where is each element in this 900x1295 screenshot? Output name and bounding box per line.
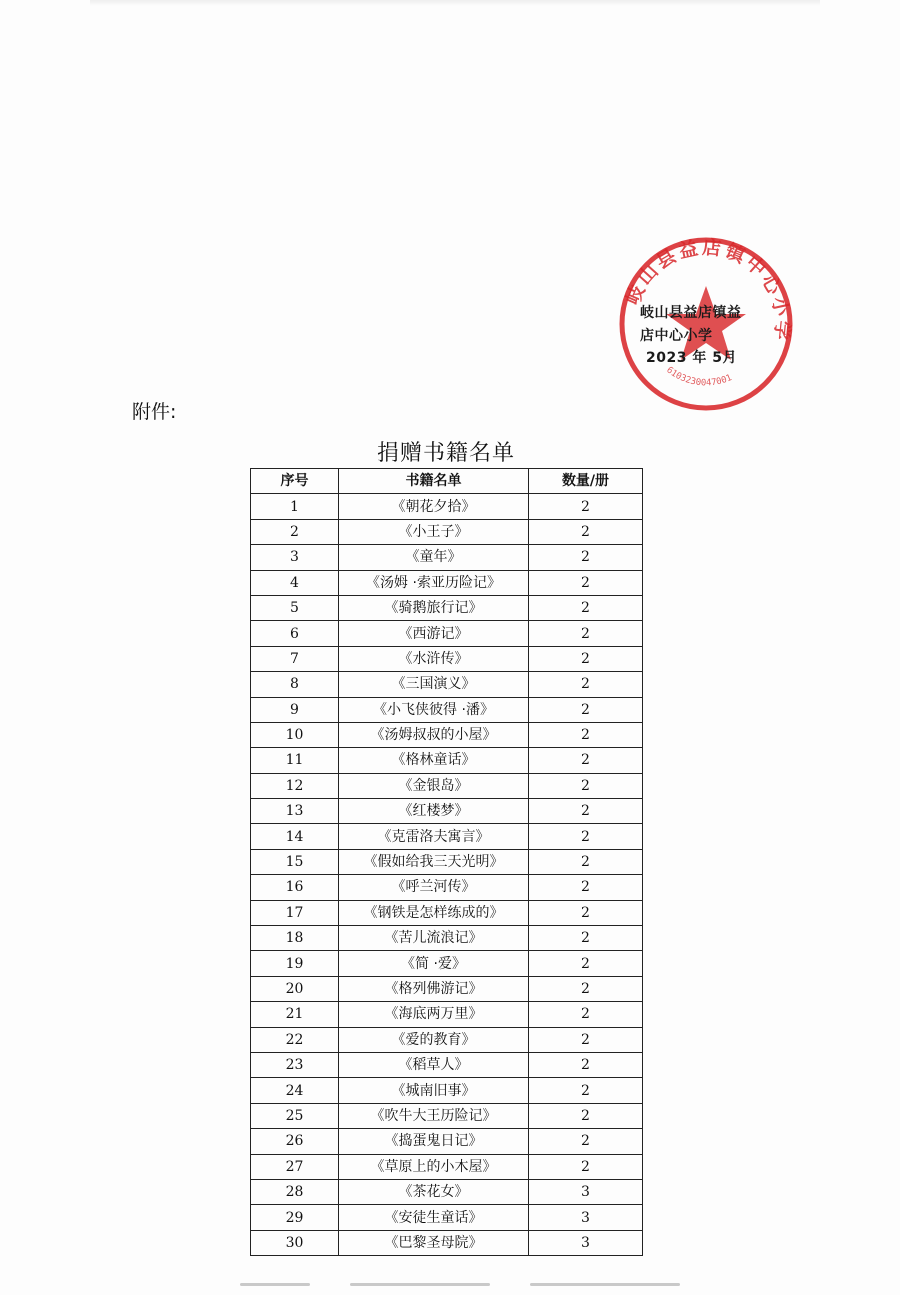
table-row bbox=[251, 494, 643, 519]
table-row bbox=[251, 1002, 643, 1027]
cell-quantity: 2 bbox=[529, 1129, 643, 1154]
cell-book-title: 《小王子》 bbox=[339, 519, 529, 544]
table-row bbox=[251, 545, 643, 570]
cell-serial-number: 4 bbox=[251, 570, 339, 595]
cell-quantity: 2 bbox=[529, 875, 643, 900]
cell-book-title: 《朝花夕拾》 bbox=[339, 494, 529, 519]
cell-quantity: 2 bbox=[529, 697, 643, 722]
cell-book-title: 《西游记》 bbox=[339, 621, 529, 646]
table-header-row bbox=[251, 469, 643, 494]
cell-book-title: 《红楼梦》 bbox=[339, 799, 529, 824]
cell-serial-number: 5 bbox=[251, 595, 339, 620]
scan-bottom-marks bbox=[240, 1283, 680, 1287]
cell-serial-number: 22 bbox=[251, 1027, 339, 1052]
table-row bbox=[251, 1154, 643, 1179]
table-row bbox=[251, 951, 643, 976]
cell-serial-number: 2 bbox=[251, 519, 339, 544]
cell-serial-number: 16 bbox=[251, 875, 339, 900]
cell-serial-number: 8 bbox=[251, 672, 339, 697]
cell-book-title: 《捣蛋鬼日记》 bbox=[339, 1129, 529, 1154]
cell-quantity: 2 bbox=[529, 672, 643, 697]
cell-book-title: 《克雷洛夫寓言》 bbox=[339, 824, 529, 849]
table-row bbox=[251, 926, 643, 951]
cell-quantity: 2 bbox=[529, 1154, 643, 1179]
cell-serial-number: 23 bbox=[251, 1052, 339, 1077]
cell-serial-number: 13 bbox=[251, 799, 339, 824]
cell-quantity: 3 bbox=[529, 1179, 643, 1204]
cell-serial-number: 21 bbox=[251, 1002, 339, 1027]
cell-serial-number: 30 bbox=[251, 1230, 339, 1255]
table-row bbox=[251, 1129, 643, 1154]
table-row bbox=[251, 748, 643, 773]
cell-serial-number: 25 bbox=[251, 1103, 339, 1128]
table-row bbox=[251, 1205, 643, 1230]
table-row bbox=[251, 875, 643, 900]
cell-book-title: 《苦儿流浪记》 bbox=[339, 926, 529, 951]
cell-book-title: 《爱的教育》 bbox=[339, 1027, 529, 1052]
cell-serial-number: 18 bbox=[251, 926, 339, 951]
attachment-label: 附件: bbox=[132, 401, 177, 423]
header-book-title: 书籍名单 bbox=[339, 469, 529, 494]
cell-quantity: 2 bbox=[529, 570, 643, 595]
cell-serial-number: 11 bbox=[251, 748, 339, 773]
sign-school-line1: 岐山县益店镇益 bbox=[640, 305, 742, 321]
cell-quantity: 2 bbox=[529, 519, 643, 544]
official-seal bbox=[616, 234, 796, 414]
cell-serial-number: 12 bbox=[251, 773, 339, 798]
cell-quantity: 3 bbox=[529, 1205, 643, 1230]
cell-quantity: 2 bbox=[529, 545, 643, 570]
cell-book-title: 《格列佛游记》 bbox=[339, 976, 529, 1001]
svg-text:6103230047001: 6103230047001 bbox=[664, 365, 734, 389]
table-row bbox=[251, 1078, 643, 1103]
cell-serial-number: 15 bbox=[251, 849, 339, 874]
table-row bbox=[251, 1230, 643, 1255]
table-row bbox=[251, 799, 643, 824]
cell-quantity: 2 bbox=[529, 1002, 643, 1027]
cell-serial-number: 1 bbox=[251, 494, 339, 519]
cell-serial-number: 19 bbox=[251, 951, 339, 976]
cell-quantity: 2 bbox=[529, 900, 643, 925]
cell-serial-number: 3 bbox=[251, 545, 339, 570]
cell-serial-number: 28 bbox=[251, 1179, 339, 1204]
cell-book-title: 《简 ·爱》 bbox=[339, 951, 529, 976]
cell-quantity: 2 bbox=[529, 722, 643, 747]
cell-quantity: 2 bbox=[529, 621, 643, 646]
table-row bbox=[251, 621, 643, 646]
cell-book-title: 《呼兰河传》 bbox=[339, 875, 529, 900]
cell-book-title: 《草原上的小木屋》 bbox=[339, 1154, 529, 1179]
table-row bbox=[251, 697, 643, 722]
table-row bbox=[251, 570, 643, 595]
cell-book-title: 《金银岛》 bbox=[339, 773, 529, 798]
cell-quantity: 2 bbox=[529, 951, 643, 976]
cell-serial-number: 17 bbox=[251, 900, 339, 925]
cell-quantity: 2 bbox=[529, 976, 643, 1001]
cell-serial-number: 6 bbox=[251, 621, 339, 646]
cell-quantity: 2 bbox=[529, 646, 643, 671]
cell-quantity: 2 bbox=[529, 494, 643, 519]
cell-book-title: 《假如给我三天光明》 bbox=[339, 849, 529, 874]
cell-book-title: 《钢铁是怎样练成的》 bbox=[339, 900, 529, 925]
cell-serial-number: 20 bbox=[251, 976, 339, 1001]
cell-serial-number: 10 bbox=[251, 722, 339, 747]
cell-quantity: 2 bbox=[529, 1078, 643, 1103]
cell-quantity: 2 bbox=[529, 824, 643, 849]
cell-quantity: 3 bbox=[529, 1230, 643, 1255]
table-row bbox=[251, 722, 643, 747]
cell-book-title: 《小飞侠彼得 ·潘》 bbox=[339, 697, 529, 722]
table-row bbox=[251, 824, 643, 849]
cell-book-title: 《城南旧事》 bbox=[339, 1078, 529, 1103]
cell-book-title: 《三国演义》 bbox=[339, 672, 529, 697]
cell-book-title: 《童年》 bbox=[339, 545, 529, 570]
cell-serial-number: 9 bbox=[251, 697, 339, 722]
table-body bbox=[251, 494, 643, 1256]
cell-serial-number: 24 bbox=[251, 1078, 339, 1103]
table-row bbox=[251, 773, 643, 798]
table-row bbox=[251, 849, 643, 874]
cell-book-title: 《巴黎圣母院》 bbox=[339, 1230, 529, 1255]
cell-serial-number: 7 bbox=[251, 646, 339, 671]
cell-serial-number: 26 bbox=[251, 1129, 339, 1154]
header-serial-number: 序号 bbox=[251, 469, 339, 494]
cell-book-title: 《水浒传》 bbox=[339, 646, 529, 671]
cell-quantity: 2 bbox=[529, 595, 643, 620]
cell-quantity: 2 bbox=[529, 1052, 643, 1077]
table-row bbox=[251, 672, 643, 697]
table-row bbox=[251, 976, 643, 1001]
table-row bbox=[251, 595, 643, 620]
table-row bbox=[251, 1027, 643, 1052]
book-donation-table bbox=[250, 468, 643, 1256]
table-row bbox=[251, 900, 643, 925]
cell-serial-number: 29 bbox=[251, 1205, 339, 1230]
cell-serial-number: 14 bbox=[251, 824, 339, 849]
cell-book-title: 《稻草人》 bbox=[339, 1052, 529, 1077]
cell-quantity: 2 bbox=[529, 926, 643, 951]
cell-book-title: 《格林童话》 bbox=[339, 748, 529, 773]
cell-book-title: 《骑鹅旅行记》 bbox=[339, 595, 529, 620]
cell-quantity: 2 bbox=[529, 1027, 643, 1052]
cell-quantity: 2 bbox=[529, 849, 643, 874]
table-row bbox=[251, 1052, 643, 1077]
cell-book-title: 《茶花女》 bbox=[339, 1179, 529, 1204]
cell-serial-number: 27 bbox=[251, 1154, 339, 1179]
table-row bbox=[251, 1103, 643, 1128]
cell-quantity: 2 bbox=[529, 748, 643, 773]
scan-edge-shadow bbox=[90, 0, 820, 6]
sign-school-line2: 店中心小学 bbox=[640, 328, 713, 344]
cell-quantity: 2 bbox=[529, 773, 643, 798]
cell-quantity: 2 bbox=[529, 1103, 643, 1128]
document-title: 捐赠书籍名单 bbox=[376, 441, 515, 466]
sign-date: 2023 年 5月 bbox=[646, 350, 737, 366]
cell-book-title: 《海底两万里》 bbox=[339, 1002, 529, 1027]
cell-quantity: 2 bbox=[529, 799, 643, 824]
header-quantity: 数量/册 bbox=[529, 469, 643, 494]
cell-book-title: 《汤姆 ·索亚历险记》 bbox=[339, 570, 529, 595]
table-row bbox=[251, 519, 643, 544]
table-row bbox=[251, 646, 643, 671]
cell-book-title: 《汤姆叔叔的小屋》 bbox=[339, 722, 529, 747]
cell-book-title: 《吹牛大王历险记》 bbox=[339, 1103, 529, 1128]
cell-book-title: 《安徒生童话》 bbox=[339, 1205, 529, 1230]
table-row bbox=[251, 1179, 643, 1204]
svg-text:岐山县益店镇中心小学: 岐山县益店镇中心小学 bbox=[621, 236, 794, 344]
